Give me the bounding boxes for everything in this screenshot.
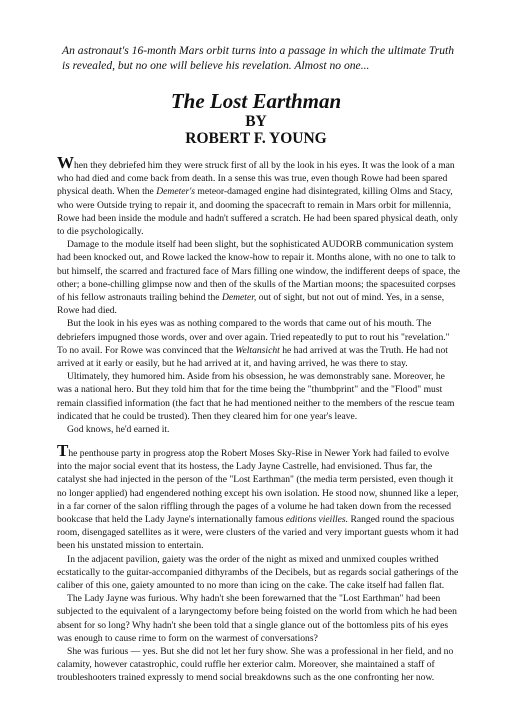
paragraph: She was furious — yes. But she did not let her fury show. She was a professional in her field, and no calamity, however catastrophic, could ruffle her exterior calm. Moreover, she maintained a staff of troubleshooters trained expressly to mend social breakdowns such as the one confronting her now.	[57, 646, 454, 684]
byline-by: BY	[245, 113, 267, 130]
drop-cap: W	[57, 153, 74, 172]
author-name: ROBERT F. YOUNG	[185, 130, 327, 147]
drop-cap: T	[57, 441, 69, 460]
paragraph: The Lady Jayne was furious. Why hadn't she been forewarned that the "Lost Earthman" had been subjected to the equivalent of a laryngectomy before being foisted on the world from which he had been absent for so long? Why hadn't she been told that a single glance out of the bottomless pits of his eyes was enough to cause rime to form on the warmest of conversations?	[57, 593, 457, 644]
paragraph: When they debriefed him they were struck first of all by the look in his eyes. It was the look of a man who had died and come back from death. In a sense this was true, even though Rowe had been spared physical death. When the Demeter's meteor-damaged engine had disintegrated, killing Olms and Stacy, who were Outside trying to repair it, and dooming the spacecraft to remain in Mars orbit for millennia, Rowe had been inside the module and hadn't suffered a scratch. He had been spared physical death, only to die psychologically.	[57, 153, 458, 238]
paragraph: Ultimately, they humored him. Aside from his obsession, he was demonstrably sane. Moreover, he was a national hero. But they told him that for the time being the "thumbprint" and the "Flood" must remain classified information (the fact that he had mentioned neither to the members of the rescue team indicated that he could be trusted). Then they cleared him for one year's leave.	[57, 371, 455, 422]
paragraph: In the adjacent pavilion, gaiety was the order of the night as mixed and unmixed couples writhed ecstatically to the guitar-accompanied dithyrambs of the Decibels, but as regards social gatherings of the caliber of this one, gaiety amounted to no more than icing on the cake. The cake itself had fallen flat.	[57, 553, 459, 592]
paragraph: God knows, he'd earned it.	[67, 424, 170, 436]
section-one	[57, 153, 461, 436]
story-title: The Lost Earthman	[170, 89, 342, 113]
paragraph: Damage to the module itself had been slight, but the sophisticated AUDORB communication system had been knocked out, and Rowe lacked the know-how to repair it. Months alone, with no one to talk to but himself, the scarred and fractured face of Mars filling one window, the indifferent deeps of space, the other; a bone-chilling glimpse now and then of the skulls of the Martian moons; the spacesuited corpses of his fellow astronauts trailing behind the Demeter, out of sight, but not out of mind. Yes, in a sense, Rowe had died.	[57, 239, 461, 317]
story-blurb: An astronaut's 16-month Mars orbit turns into a passage in which the ultimate Truth is revealed, but no one will believe his revelation. Almost no one...	[62, 44, 455, 72]
paragraph: The penthouse party in progress atop the Robert Moses Sky-Rise in Newer York had failed to evolve into the major social event that its hostess, the Lady Jayne Castrelle, had envisioned. Thus far, the catalyst she had injected in the person of the "Lost Earthman" (the media term persisted, even though it no longer applied) had engendered nothing except his own isolation. He stood now, shunned like a leper, in a far corner of the salon riffling through the pages of a volume he had taken down from the recessed bookcase that held the Lady Jayne's internationally famous editions vieilles. Ranged round the spacious room, disengaged satellites as it were, were clusters of the varied and very important guests whom it had been his unstated mission to entertain.	[57, 441, 459, 552]
paragraph: But the look in his eyes was as nothing compared to the words that came out of his mouth. The debriefers impugned those words, over and over again. Tried repeatedly to put to rout his "revelation." To no avail. For Rowe was convinced that the Weltansicht he had arrived at was the Truth. He had not arrived at it early or easily, but he had arrived at it, and having arrived, he was there to stay.	[57, 318, 450, 370]
section-two	[57, 441, 461, 685]
